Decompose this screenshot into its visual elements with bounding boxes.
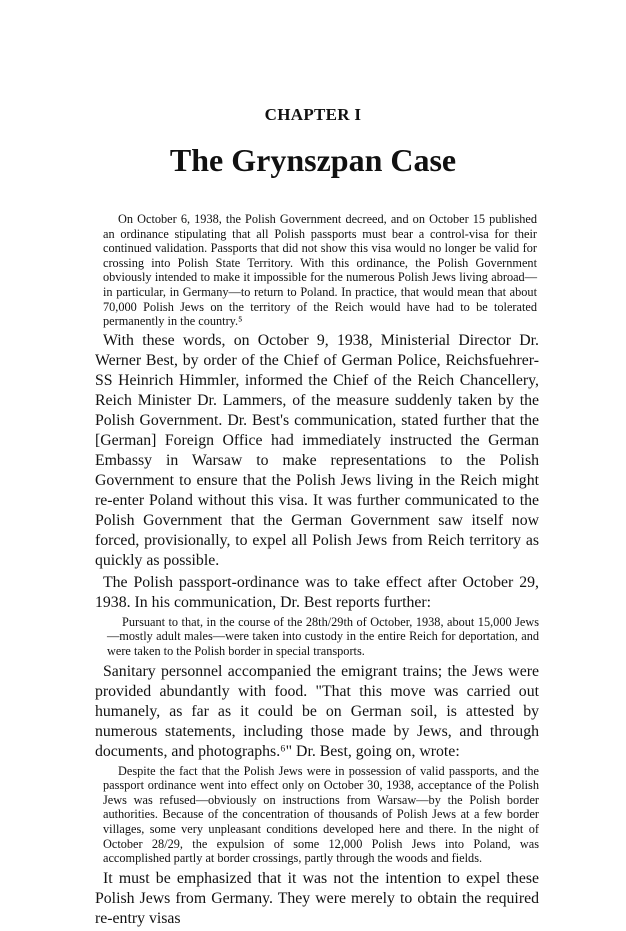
block-quote: Pursuant to that, in the course of the 28th/29th of October, 1938, about 15,000 Jews—mostly adult males—were taken into custody in the entire Reich for deportation, and were taken to the Polish border in special transports.	[107, 614, 539, 658]
paragraph: With these words, on October 9, 1938, Ministerial Director Dr. Werner Best, by order of the Chief of German Police, Reichsfuehrer-SS Heinrich Himmler, informed the Chief of the Reich Chancellery, Reich Minister Dr. Lammers, of the measure suddenly taken by the Polish Government. Dr. Best's communication, stated further that the [German] Foreign Office had immediately instructed the German Embassy in Warsaw to make representations to the Polish Government to ensure that the Polish Jews living in the Reich might re-enter Poland without this visa. It was further communicated to the Polish Government that the German Government saw itself now forced, provisionally, to expel all Polish Jews from Reich territory as quickly as possible.	[95, 331, 539, 569]
paragraph: The Polish passport-ordinance was to take effect after October 29, 1938. In his communication, Dr. Best reports further:	[95, 573, 539, 611]
chapter-body	[95, 212, 539, 931]
paragraph: Sanitary personnel accompanied the emigrant trains; the Jews were provided abundantly with food. "That this move was carried out humanely, as far as it could be on German soil, is attested by numerous statements, including those made by Jews, and through documents, and photographs.⁶" Dr. Best, going on, wrote:	[95, 662, 539, 760]
block-quote: Despite the fact that the Polish Jews were in possession of valid passports, and the passport ordinance went into effect only on October 30, 1938, acceptance of the Polish Jews was refused—obviously on instructions from Warsaw—by the Polish border authorities. Because of the concentration of thousands of Polish Jews at a few border villages, some very unpleasant conditions developed here and there. In the night of October 28/29, the expulsion of some 12,000 Polish Jews into Poland, was accomplished partly at border crossings, partly through the woods and fields.	[103, 763, 539, 866]
chapter-title: The Grynszpan Case	[169, 142, 457, 178]
chapter-label: CHAPTER I	[264, 105, 362, 124]
paragraph: It must be emphasized that it was not the intention to expel these Polish Jews from Germany. They were merely to obtain the required re-entry visas	[95, 869, 539, 927]
block-quote: On October 6, 1938, the Polish Government decreed, and on October 15 published an ordinance stipulating that all Polish passports must bear a control-visa for their continued validation. Passports that did not show this visa would no longer be valid for crossing into Polish State Territory. With this ordinance, the Polish Government obviously intended to make it impossible for the numerous Polish Jews living abroad—in particular, in Germany—to return to Poland. In practice, that would mean that about 70,000 Polish Jews on the territory of the Reich would have had to be tolerated permanently in the country.⁵	[103, 212, 537, 329]
